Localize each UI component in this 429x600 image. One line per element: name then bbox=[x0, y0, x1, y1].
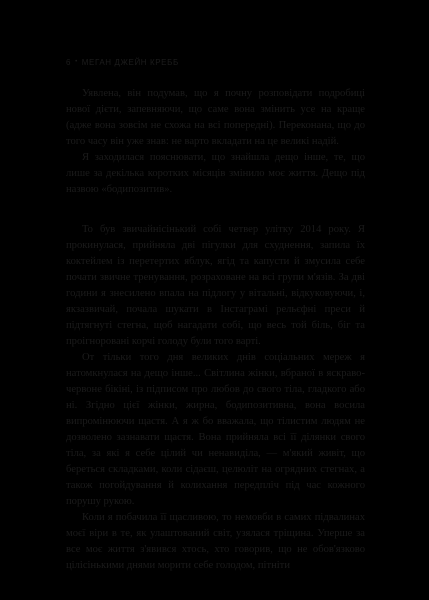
paragraph: Я заходилася пояснювати, що знайшла дещо інше, те, що лише за декілька коротких місяців змінило моє життя. Дещо під назвою «бодипозитив». bbox=[66, 152, 365, 195]
paragraph: Уявлена, він подумав, що я почну розповідати подробиці нової дієти, запевняючи, що саме вона змінить усе на краще (адже вона зовсім не схожа на всі попередні). Переконана, що до того часу він уже знав: не варто вкладати на це великі надій. bbox=[66, 88, 365, 147]
header-separator: • bbox=[75, 59, 78, 65]
paragraph: От тільки того дня великих днів соціальних мереж я натомкнулася на дещо інше... Світлина жінки, вбраної в яскраво-червоне бікіні, із підписом про любов до свого тіла, гладкого або ні. Згідно цієї жінки, жирна, бодипозитивна, вона восила випромінюючи щастя. А я ж бо вважала, що тілистим людям не дозволено зазнавати щастя. Вона прийняла всі її ділянки свого тіла, за які я себе цілий чи ненавиділа, — м'який живіт, що береться складками, коли сідаєш, целюліт на огрядних стегнах, а також погойдування й колихання передпліч під час кожного порушу рукою. bbox=[66, 352, 365, 507]
text-block-main bbox=[66, 222, 365, 574]
paragraph: То був звичайнісінький собі четвер улітку 2014 року. Я прокинулася, прийняла дві пігулки для схуднення, запила їх коктейлем із перетертих яблук, ягід та капусти й змусила себе почати звичне тренування, розраховане на всі групи м'язів. За дві години я знесилено впала на підлогу у вітальні, відкуковуючи, і, якзазвичай, почала шукати в Інстаграмі рельєфні преси й підтягнуті стегна, щоб нагадати собі, що весь той біль, біг та проігноровані корчі голоду були того варті. bbox=[66, 224, 365, 347]
paragraph: Коли я побачила її щасливою, то немовби в самих підвалинах моєї віри в те, як улаштований світ, узялася тріщина. Уперше за все моє життя з'явився хтось, хто говорив, що не обов'язково цілісінькими днями морити себе голодом, пітніти bbox=[66, 512, 365, 571]
running-author: МЕГАН ДЖЕЙН КРЕББ bbox=[81, 57, 179, 67]
page-number: 6 bbox=[66, 57, 72, 67]
running-header bbox=[66, 55, 179, 69]
text-block-top bbox=[66, 86, 365, 198]
